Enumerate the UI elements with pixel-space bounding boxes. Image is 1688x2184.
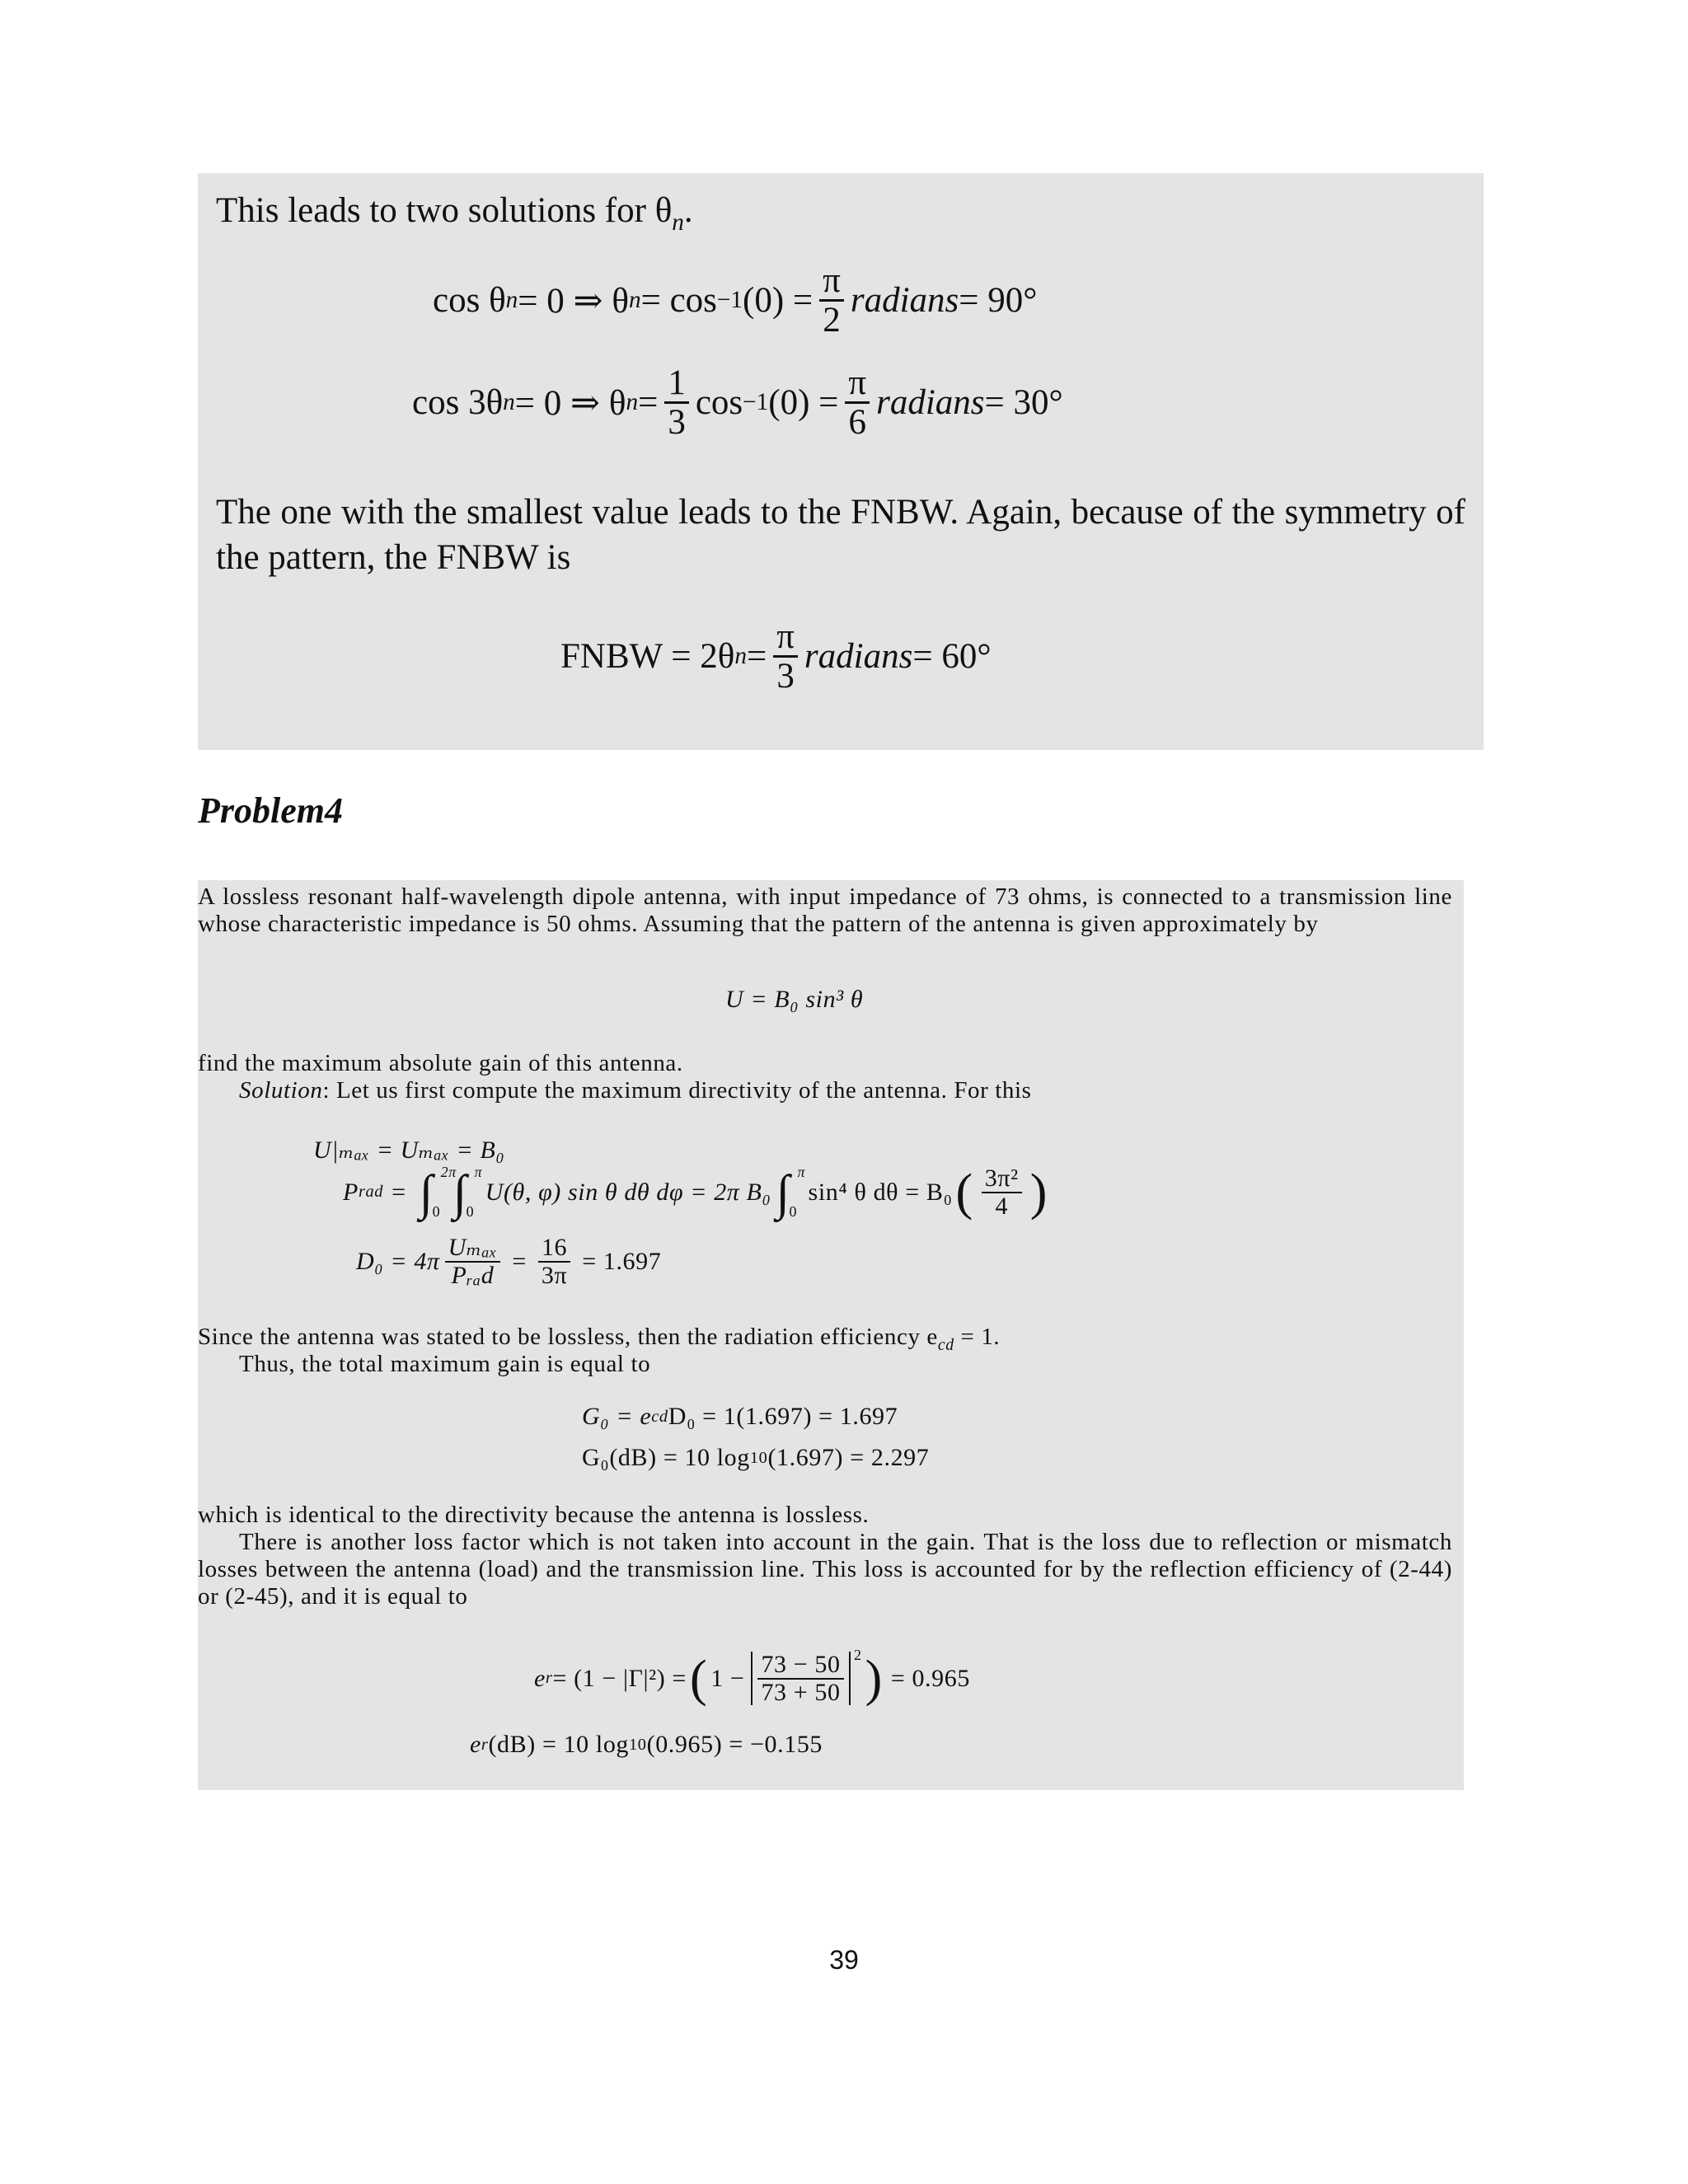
find-line: find the maximum absolute gain of this antenna.	[198, 1050, 683, 1076]
equation-g0-db: G₀(dB) = 10 log 10 (1.697) = 2.297	[582, 1444, 930, 1471]
equation-fnbw: FNBW = 2θ n = $\frac{\pi}{3}$ radians = 60°	[560, 617, 992, 696]
fraction-one-third: $\frac{1}{3}$	[664, 364, 689, 441]
equation-umax: U|ₘₐₓ = Uₘₐₓ = B₀	[313, 1137, 505, 1164]
intro-line: This leads to two solutions for $\theta_n$.	[216, 191, 693, 237]
fraction-pi-over-2: $\frac{\pi}{2}$	[819, 262, 844, 339]
fraction-pi-over-3: $\frac{\pi}{3}$	[773, 618, 798, 695]
absolute-value: $\frac{73 - 50}{73 + 50}$ 2	[751, 1652, 850, 1705]
integral-sign: ∫ π 0	[776, 1163, 806, 1220]
problem-statement: A lossless resonant half-wavelength dipole antenna, with input impedance of 73 ohms, is connected to a transmission line whose characteristic impedance is 50 ohms. Assuming that the pattern of the antenna is given approximately by	[198, 883, 1452, 937]
equation-cos-3theta: cos 3θ n = 0 ⇒ θ n = $\frac{1}{3}$ cos −1 (0) = $\frac{\pi}{6}$ radians = 30°	[412, 363, 1063, 443]
equation-cos-theta: cos θ n = 0 ⇒ θ n = cos −1 (0) = $\frac{\pi}{2}$ radians = 90°	[433, 261, 1038, 340]
equation-g0: G₀ = e cd D₀ = 1(1.697) = 1.697	[582, 1403, 898, 1430]
equation-d0: D₀ = 4π $\frac{\text{Uₘₐₓ}}{\text{Pᵣₐd}}$ = $\frac{16}{3\pi}$ = 1.697	[356, 1234, 662, 1289]
page-number: 39	[829, 1945, 859, 1975]
fraction-3pi2-over-4: $\frac{\text{3π²}}{4}$	[982, 1165, 1022, 1219]
excerpt-box-1	[198, 173, 1484, 750]
equation-er: e r = (1 − |Γ|²) = ( 1 − $\frac{73 - 50}{73 + 50}$ 2 ) = 0.965	[534, 1647, 970, 1707]
integral-sign: ∫ 2π 0	[419, 1163, 457, 1220]
equation-pattern: U = B₀ sin³ θ	[725, 986, 864, 1013]
identical-line: which is identical to the directivity because the antenna is lossless.	[198, 1502, 870, 1528]
solution-line: Solution: Let us first compute the maximum directivity of the antenna. For this	[239, 1077, 1032, 1104]
excerpt-box-2	[198, 880, 1464, 1790]
fraction-umax-over-prad: $\frac{\text{Uₘₐₓ}}{\text{Pᵣₐd}}$	[445, 1235, 501, 1288]
fnbw-paragraph: The one with the smallest value leads to the FNBW. Again, because of the symmetry of the pattern, the FNBW is	[216, 493, 1465, 577]
equation-er-db: e r (dB) = 10 log 10 (0.965) = −0.155	[470, 1731, 823, 1758]
thus-line: Thus, the total maximum gain is equal to	[239, 1351, 651, 1377]
fraction-reflection: $\frac{73 - 50}{73 + 50}$	[757, 1652, 843, 1705]
fraction-pi-over-6: $\frac{\pi}{6}$	[845, 364, 870, 441]
since-line: Since the antenna was stated to be lossless, then the radiation efficiency $e_{cd} = 1$.	[198, 1324, 1001, 1354]
integral-sign: ∫ π 0	[452, 1163, 483, 1220]
mismatch-paragraph: There is another loss factor which is not taken into account in the gain. That is the loss due to reflection or mismatch losses between the antenna (load) and the transmission line. This loss is accounted for by the reflection efficiency of (2-44) or (2-45), and it is equal to	[198, 1529, 1452, 1610]
equation-prad: P rad = ∫ 2π 0 ∫ π 0 U(θ, φ) sin θ dθ dφ = 2π B₀ ∫ π 0 sin⁴ θ dθ = B₀ ( $\frac{\text{3π²}}{4}$ )	[343, 1163, 1048, 1221]
fraction-16-over-3pi: $\frac{16}{3\pi}$	[538, 1235, 570, 1288]
problem-heading: Problem4	[198, 790, 343, 831]
